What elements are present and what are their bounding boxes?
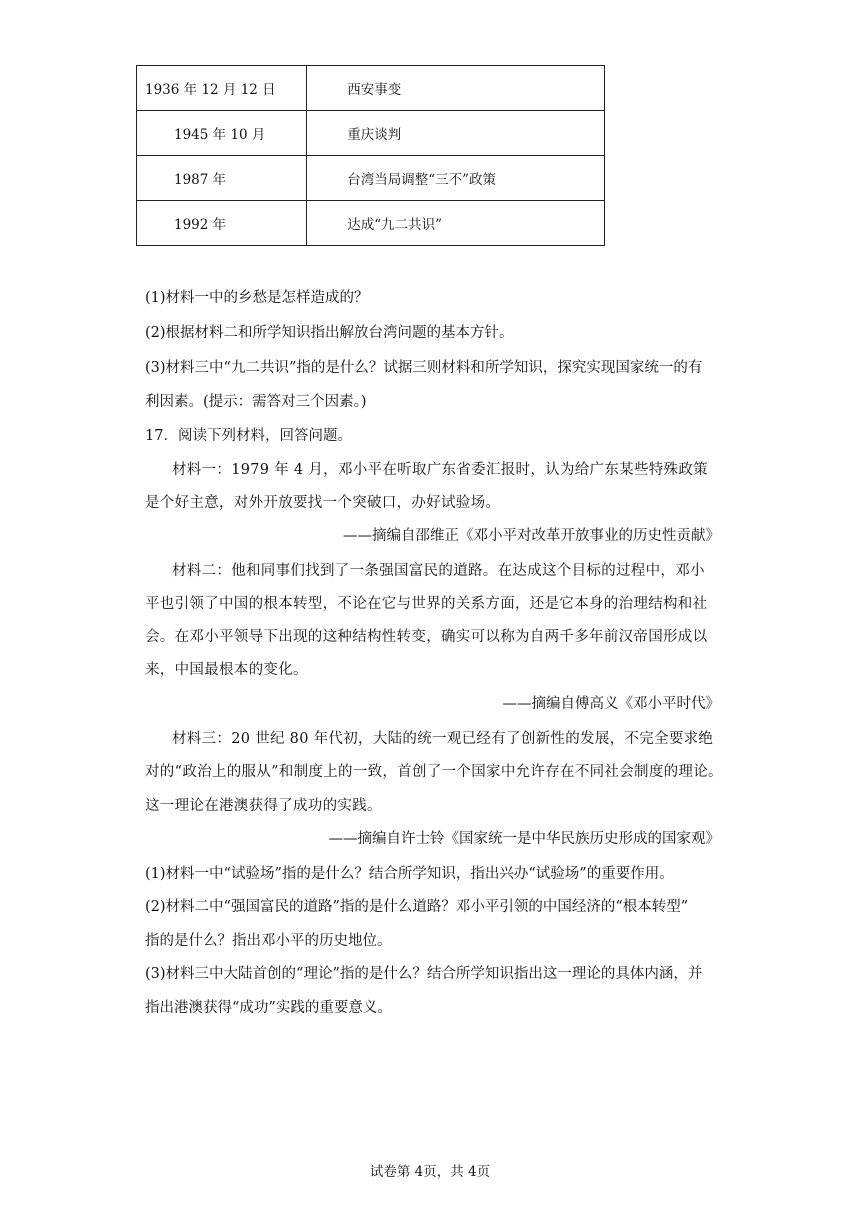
material-2-text: 会。在邓小平领导下出现的这种结构性转变，确实可以称为自两千多年前汉帝国形成以 bbox=[145, 629, 708, 645]
material-3-text: 材料三：20 世纪 80 年代初，大陆的统一观已经有了创新性的发展，不完全要求绝 bbox=[172, 731, 714, 747]
date-cell: 1936 年 12 月 12 日 bbox=[137, 66, 307, 111]
table-row bbox=[137, 66, 605, 111]
event-cell: 重庆谈判 bbox=[307, 111, 605, 156]
q16-question-3: (3)材料三中“九二共识”指的是什么？试据三则材料和所学知识，探究实现国家统一的有 bbox=[145, 360, 703, 376]
material-3-text: 对的“政治上的服从”和制度上的一致，首创了一个国家中允许存在不同社会制度的理论。 bbox=[145, 764, 723, 780]
material-1-text: 材料一：1979 年 4 月，邓小平在听取广东省委汇报时，认为给广东某些特殊政策 bbox=[172, 462, 708, 478]
date-cell: 1945 年 10 月 bbox=[137, 111, 307, 156]
page-footer: 试卷第 4页，共 4页 bbox=[369, 1164, 491, 1180]
q17-title: 17．阅读下列材料，回答问题。 bbox=[145, 428, 352, 444]
event-table bbox=[136, 65, 605, 246]
event-cell: 达成“九二共识” bbox=[307, 201, 605, 246]
table-row bbox=[137, 111, 605, 156]
date-cell: 1992 年 bbox=[137, 201, 307, 246]
q16-question-1: (1)材料一中的乡愁是怎样造成的？ bbox=[145, 290, 369, 306]
q17-question-2: (2)材料二中“强国富民的道路”指的是什么道路？邓小平引领的中国经济的“根本转型” bbox=[145, 899, 689, 915]
date-cell: 1987 年 bbox=[137, 156, 307, 201]
table-row bbox=[137, 156, 605, 201]
q16-question-3-cont: 利因素。(提示：需答对三个因素。) bbox=[145, 394, 367, 410]
material-3-text: 这一理论在港澳获得了成功的实践。 bbox=[145, 798, 382, 814]
q17-question-1: (1)材料一中“试验场”指的是什么？结合所学知识，指出兴办“试验场”的重要作用。 bbox=[145, 866, 674, 882]
material-1-source: ——摘编自邵维正《邓小平对改革开放事业的历史性贡献》 bbox=[343, 528, 720, 544]
q17-question-2-cont: 指的是什么？指出邓小平的历史地位。 bbox=[145, 933, 392, 949]
event-cell: 西安事变 bbox=[307, 66, 605, 111]
material-3-source: ——摘编自许士铃《国家统一是中华民族历史形成的国家观》 bbox=[328, 831, 720, 847]
q17-question-3: (3)材料三中大陆首创的“理论”指的是什么？结合所学知识指出这一理论的具体内涵，并 bbox=[145, 966, 703, 982]
q16-question-2: (2)根据材料二和所学知识指出解放台湾问题的基本方针。 bbox=[145, 325, 514, 341]
material-2-text: 平也引领了中国的根本转型，不论在它与世界的关系方面，还是它本身的治理结构和社 bbox=[145, 596, 708, 612]
event-cell: 台湾当局调整“三不”政策 bbox=[307, 156, 605, 201]
q17-question-3-cont: 指出港澳获得“成功”实践的重要意义。 bbox=[145, 1000, 392, 1016]
material-2-text: 材料二：他和同事们找到了一条强国富民的道路。在达成这个目标的过程中，邓小 bbox=[172, 563, 705, 579]
material-2-text: 来，中国最根本的变化。 bbox=[145, 662, 308, 678]
material-2-source: ——摘编自傅高义《邓小平时代》 bbox=[502, 696, 720, 712]
material-1-text: 是个好主意，对外开放要找一个突破口，办好试验场。 bbox=[145, 495, 501, 511]
table-row bbox=[137, 201, 605, 246]
